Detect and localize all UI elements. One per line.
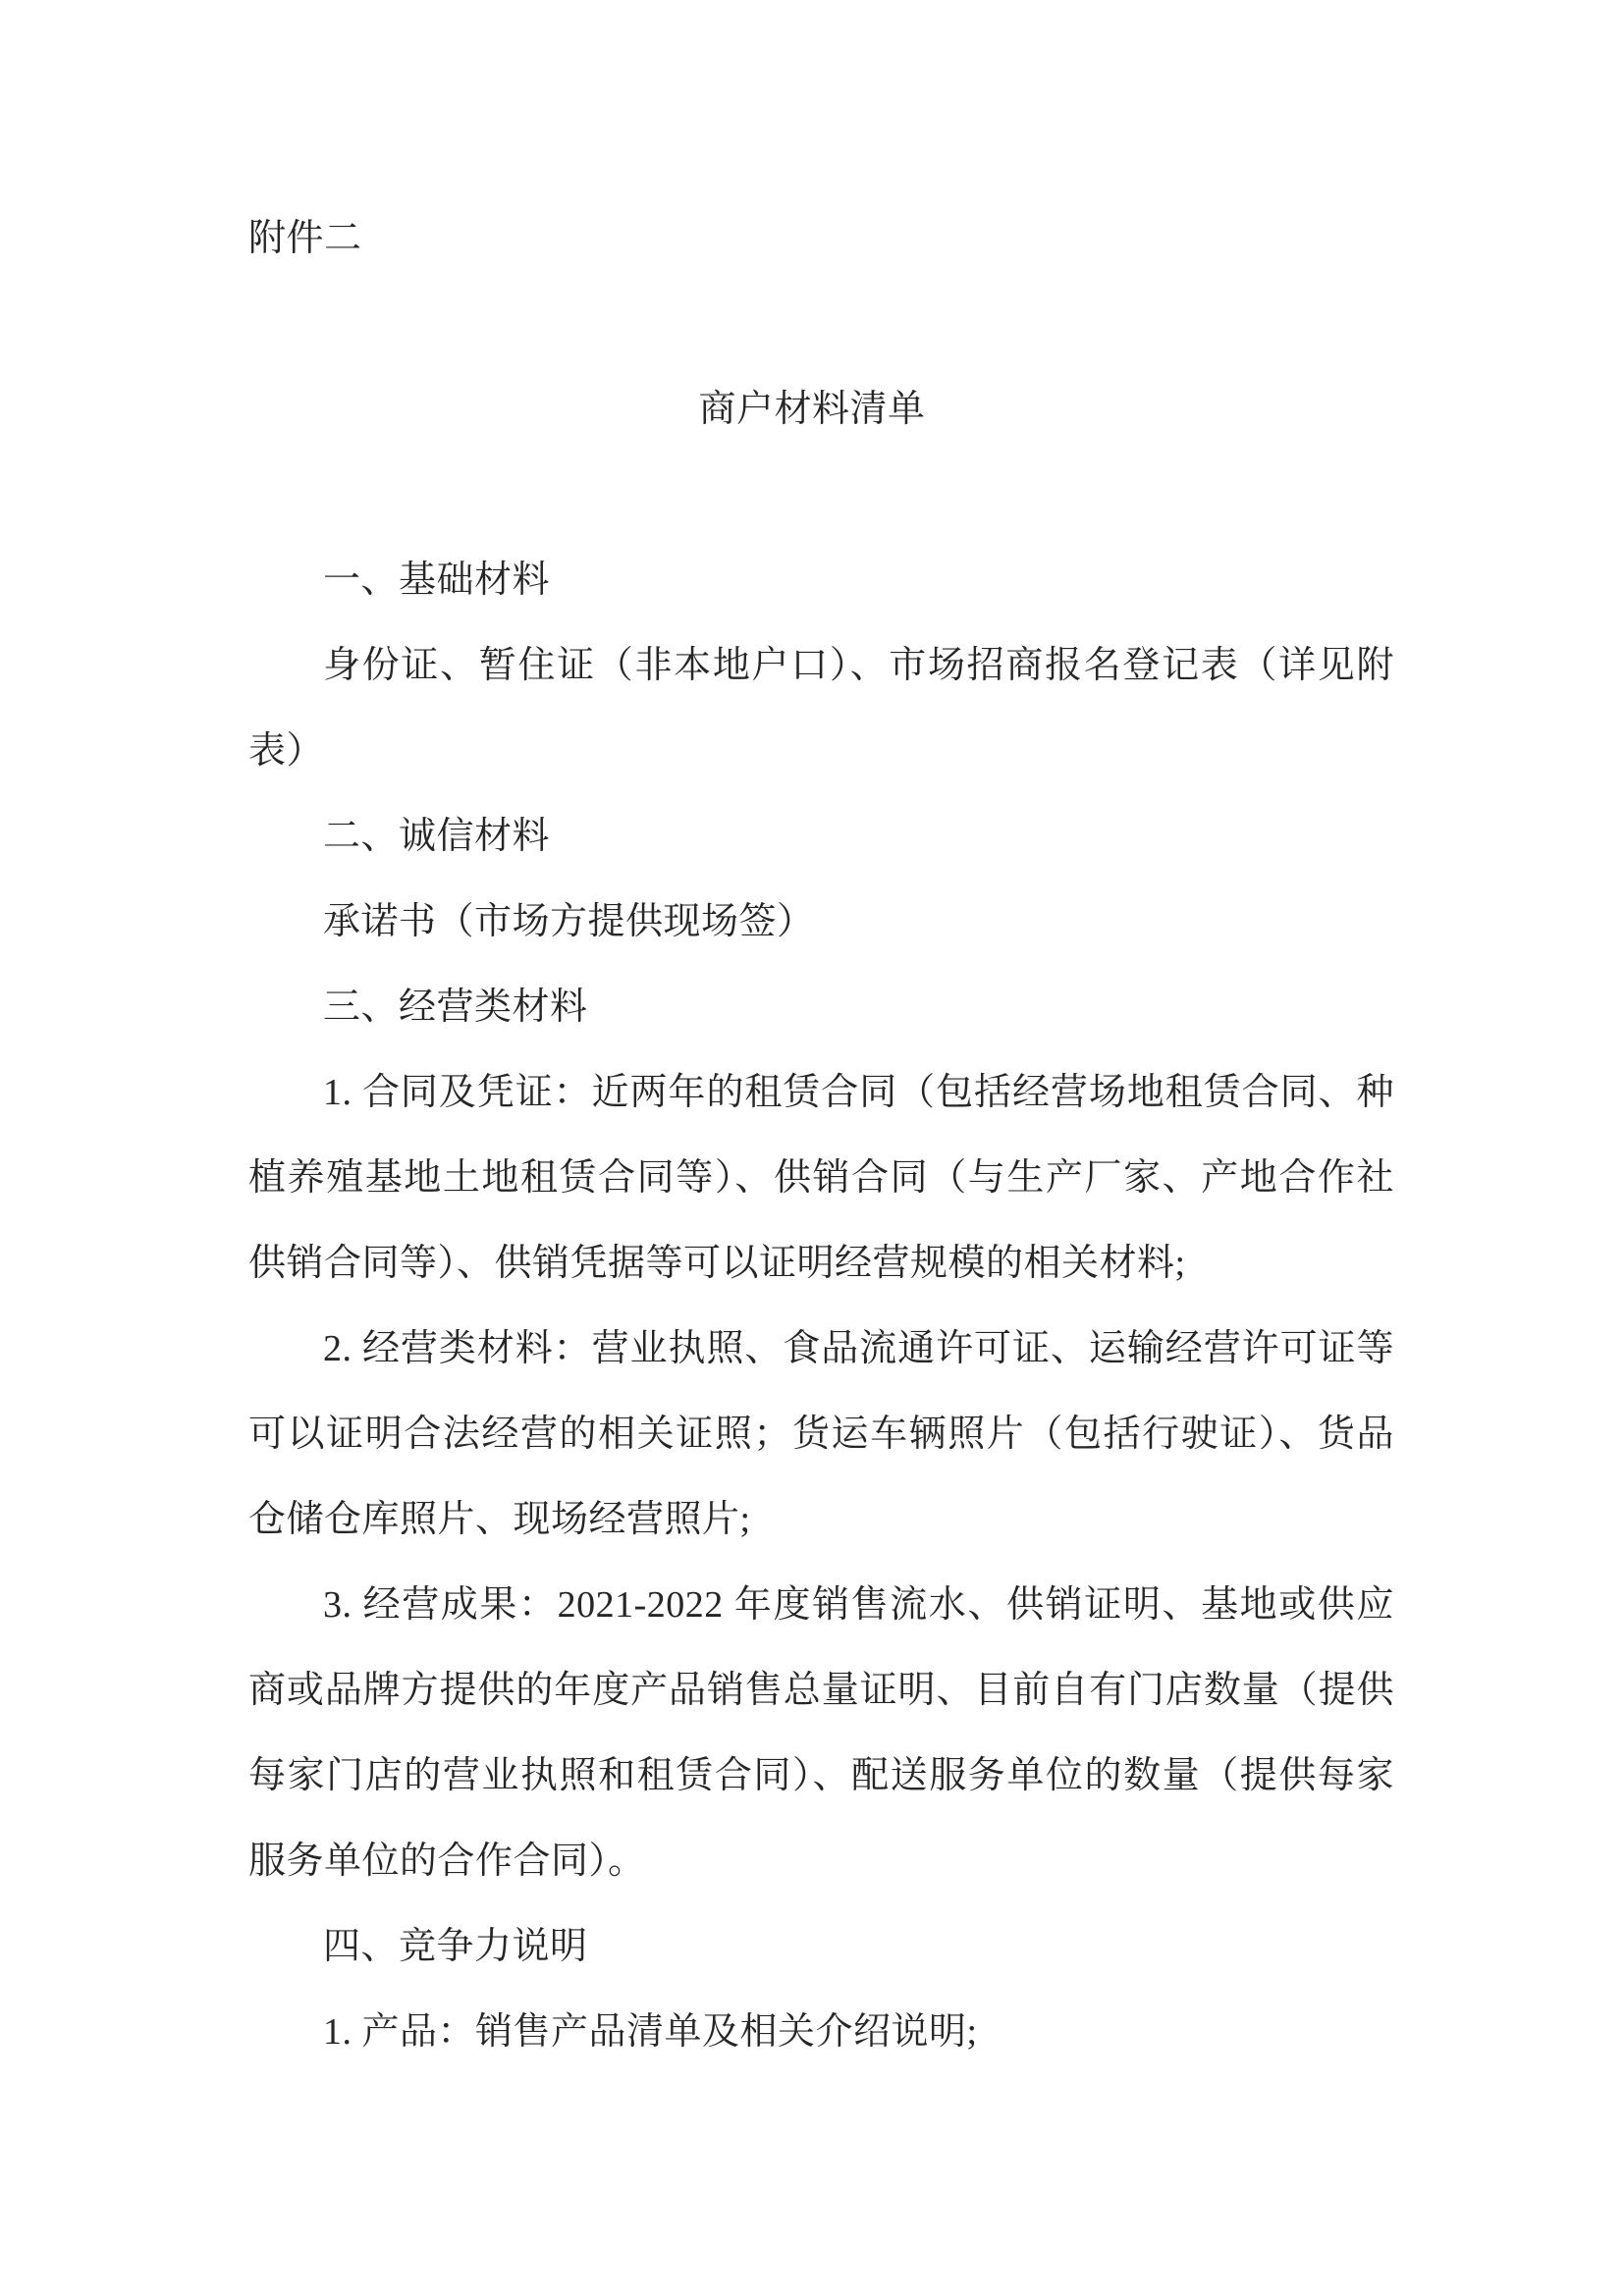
para-line: 供销合同等）、供销凭据等可以证明经营规模的相关材料;: [248, 1243, 1186, 1284]
para-line: 每家门店的营业执照和租赁合同）、配送服务单位的数量（提供每家: [248, 1755, 1394, 1796]
para-line: 服务单位的合作合同）。: [248, 1841, 646, 1882]
para-line: 植养殖基地土地租赁合同等）、供销合同（与生产厂家、产地合作社: [248, 1157, 1394, 1199]
para-line: 可以证明合法经营的相关证照；货运车辆照片（包括行驶证）、货品: [248, 1414, 1394, 1455]
section-3-heading: 三、经营类材料: [323, 987, 588, 1028]
document-content: [248, 196, 1394, 2075]
para-line: 仓储仓库照片、现场经营照片;: [248, 1499, 751, 1540]
para-line: 2. 经营类材料：营业执照、食品流通许可证、运输经营许可证等: [323, 1328, 1394, 1369]
attachment-label: 附件二: [248, 218, 362, 259]
para-line: 承诺书（市场方提供现场签）: [323, 901, 815, 942]
section-2-heading: 二、诚信材料: [323, 816, 551, 857]
para-line: 表）: [248, 730, 325, 772]
para-line: 身份证、暂住证（非本地户口）、市场招商报名登记表（详见附: [323, 645, 1394, 686]
blank-line: [248, 453, 1394, 538]
section-1-heading: 一、基础材料: [323, 560, 551, 601]
document-title: 商户材料清单: [698, 389, 926, 430]
para-line: 1. 合同及凭证：近两年的租赁合同（包括经营场地租赁合同、种: [323, 1072, 1394, 1113]
para-line: 1. 产品：销售产品清单及相关介绍说明;: [323, 2011, 978, 2053]
para-line: 3. 经营成果：2021-2022 年度销售流水、供销证明、基地或供应: [323, 1584, 1394, 1626]
para-line: 商或品牌方提供的年度产品销售总量证明、目前自有门店数量（提供: [248, 1670, 1394, 1711]
section-4-heading: 四、竞争力说明: [323, 1926, 588, 1967]
blank-line: [248, 282, 1394, 367]
